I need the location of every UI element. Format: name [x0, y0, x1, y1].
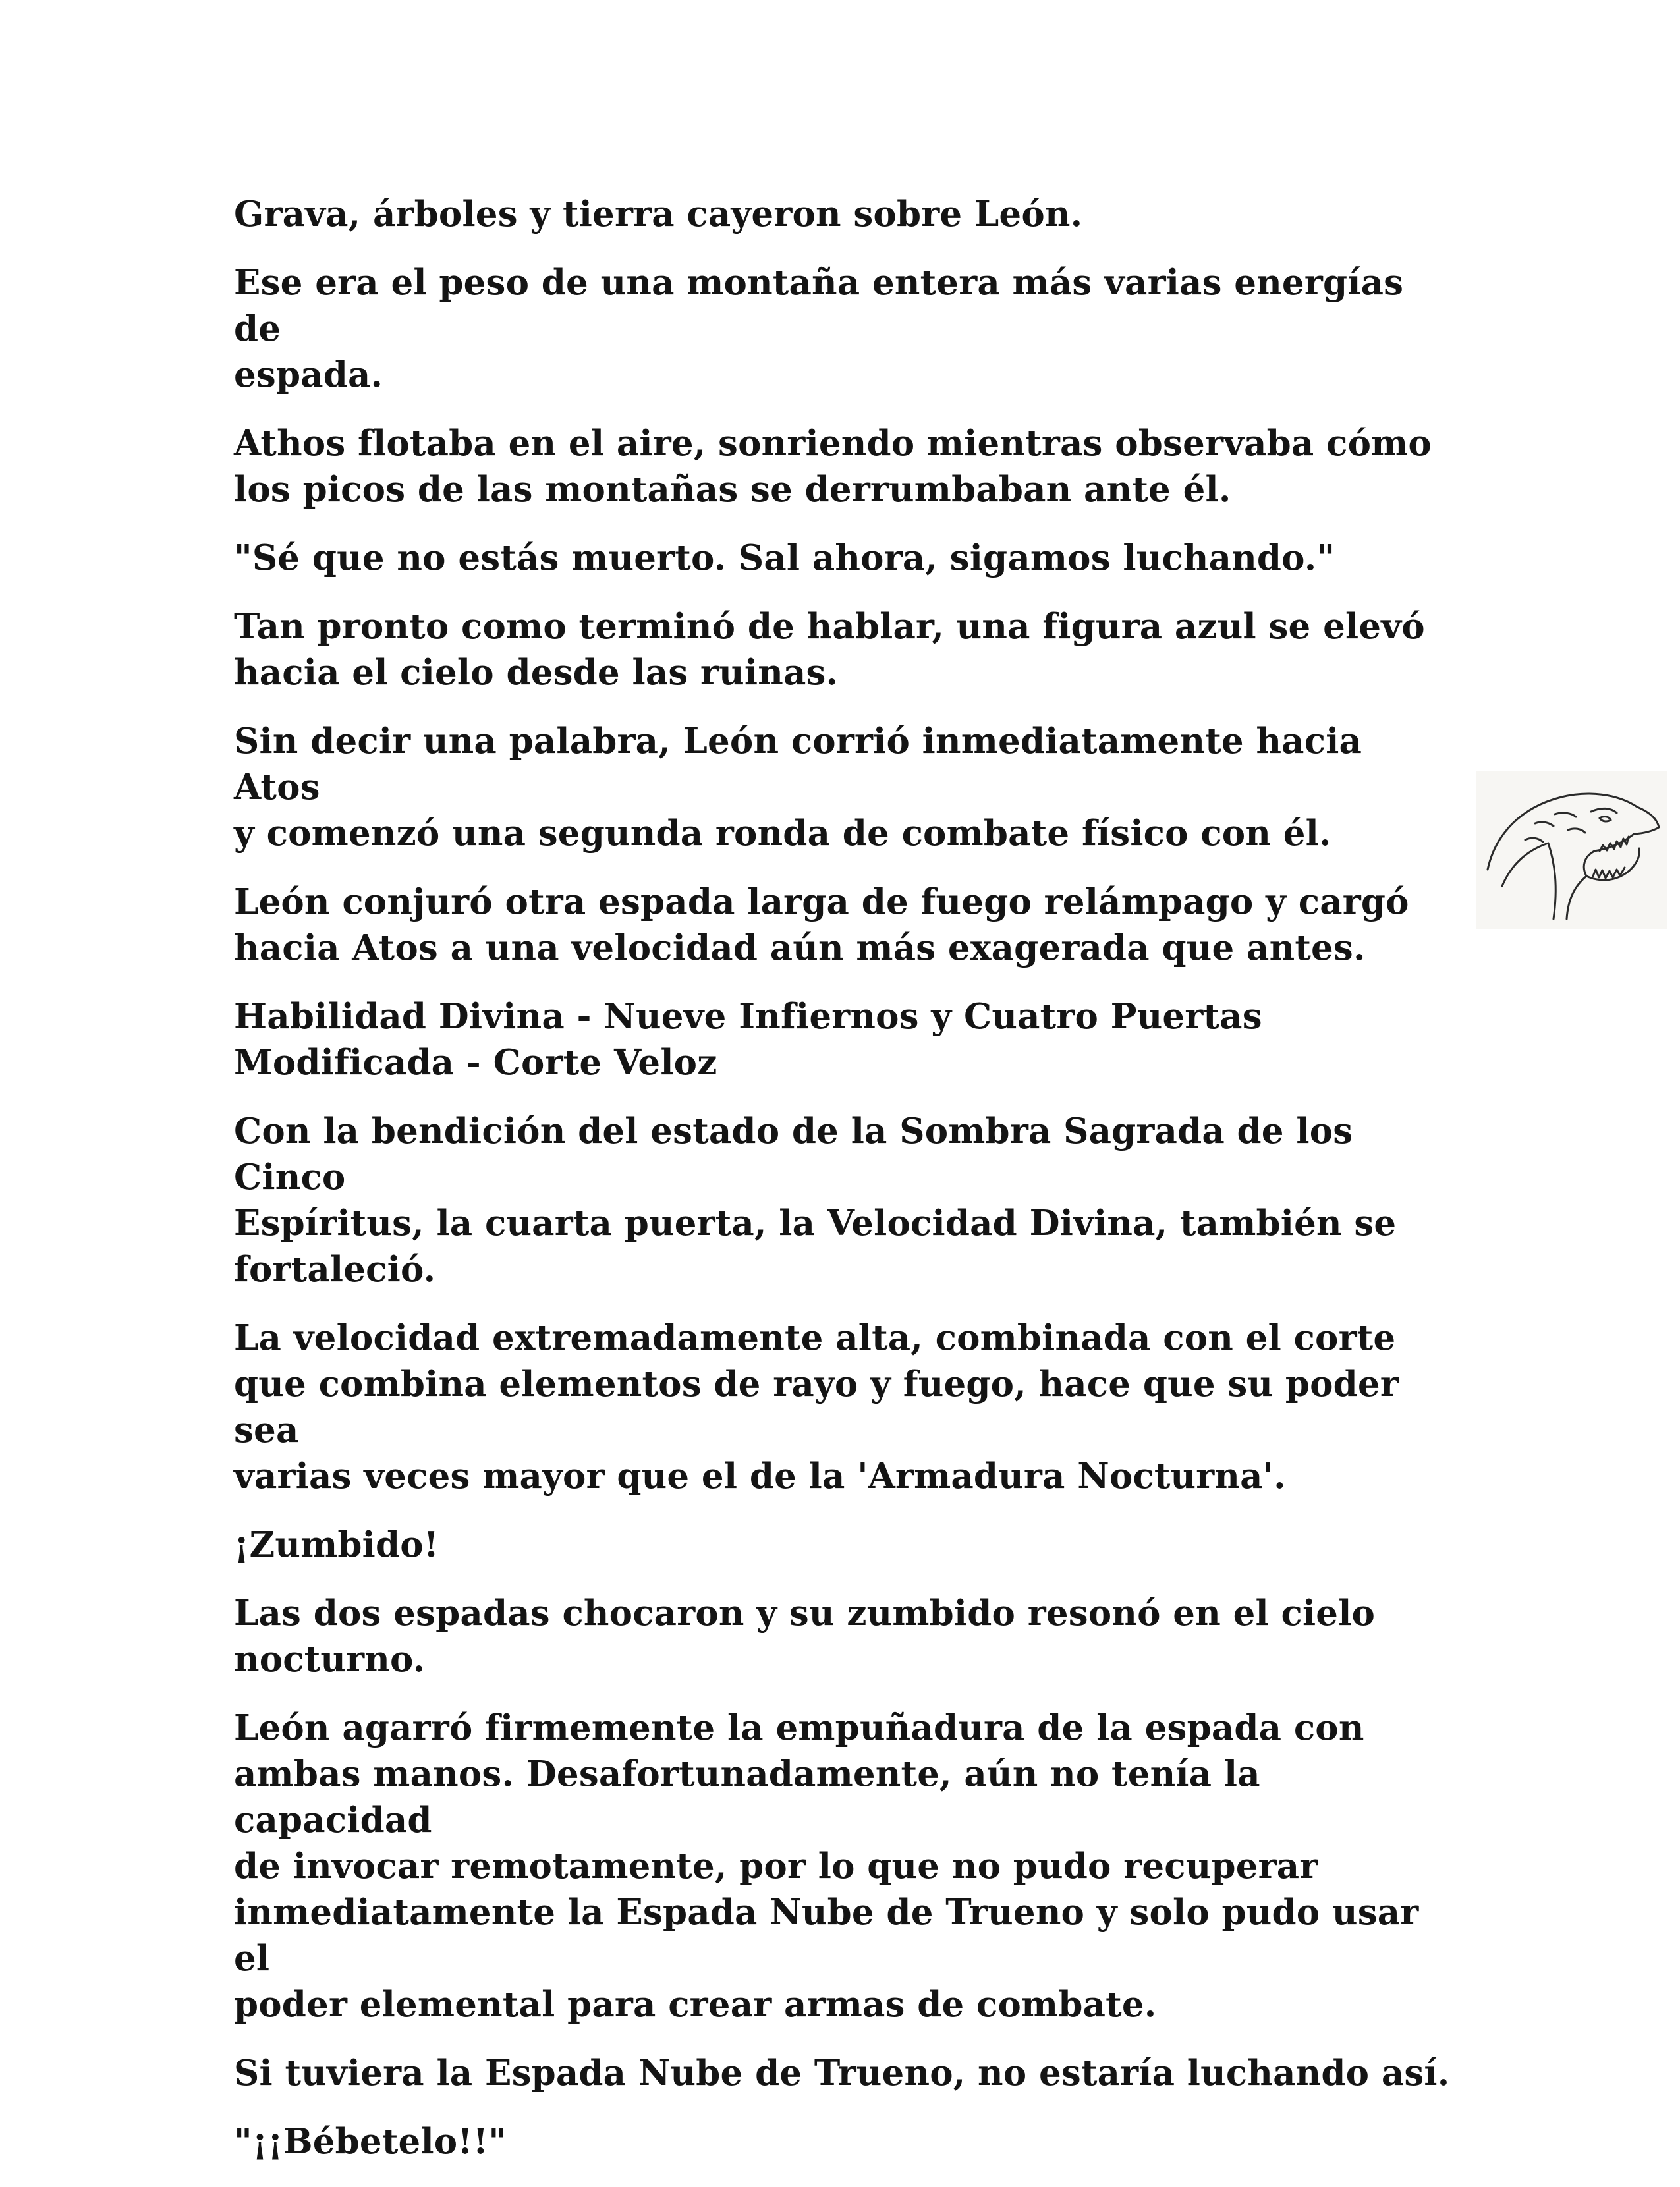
paragraph: León conjuró otra espada larga de fuego relámpago y cargó hacia Atos a una velocidad aún más exagerada que antes. [234, 881, 1409, 968]
paragraph: Ese era el peso de una montaña entera más varias energías de espada. [234, 262, 1404, 395]
paragraph: León agarró firmemente la empuñadura de la espada con ambas manos. Desafortunadamente, aún no tenía la capacidad de invocar remotamente, por lo que no pudo recuperar inmediatamente la Espada Nube de Trueno y solo pudo usar el poder elemental para crear armas de combate. [234, 1707, 1419, 2025]
paragraph: Tan pronto como terminó de hablar, una figura azul se elevó hacia el cielo desde las ruinas. [234, 606, 1425, 693]
paragraph: Las dos espadas chocaron y su zumbido resonó en el cielo nocturno. [234, 1593, 1376, 1680]
paragraph: Con la bendición del estado de la Sombra Sagrada de los Cinco Espíritus, la cuarta puerta, la Velocidad Divina, también se fortaleció. [234, 1111, 1397, 1290]
paragraph: Si tuviera la Espada Nube de Trueno, no estaría luchando así. [234, 2053, 1450, 2093]
dinosaur-head-icon [1476, 771, 1667, 929]
paragraph: La velocidad extremadamente alta, combinada con el corte que combina elementos de rayo y fuego, hace que su poder sea varias veces mayor que el de la 'Armadura Nocturna'. [234, 1317, 1399, 1497]
text-column [234, 191, 1459, 2187]
dialogue-line: "¡¡Bébetelo!!" [234, 2121, 507, 2162]
paragraph: "Sé que no estás muerto. Sal ahora, sigamos luchando." [234, 538, 1335, 578]
paragraph: Sin decir una palabra, León corrió inmediatamente hacia Atos y comenzó una segunda ronda de combate físico con él. [234, 721, 1362, 854]
paragraph: Grava, árboles y tierra cayeron sobre León. [234, 194, 1083, 235]
onomatopoeia: ¡Zumbido! [234, 1524, 439, 1565]
skill-heading: Habilidad Divina - Nueve Infiernos y Cuatro Puertas Modificada - Corte Veloz [234, 996, 1262, 1083]
paragraph: Athos flotaba en el aire, sonriendo mientras observaba cómo los picos de las montañas se derrumbaban ante él. [234, 423, 1432, 510]
